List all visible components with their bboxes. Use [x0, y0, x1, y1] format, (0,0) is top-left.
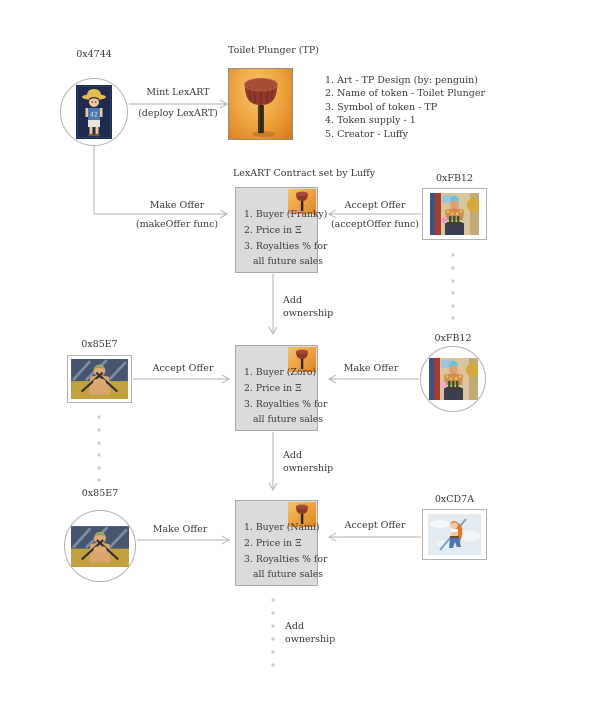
make-offer-sublabel: (makeOffer func) [135, 219, 219, 230]
mint-arrow-label: Mint LexART [146, 87, 210, 98]
dotted-connector-bottom [271, 598, 274, 666]
term-line: 1. Buyer (Nami) [244, 522, 320, 533]
mint-arrow [129, 100, 227, 108]
token-detail-item: 1. Art - TP Design (by: penguin) [325, 75, 478, 86]
luffy-avatar [60, 78, 128, 146]
contract-title: LexART Contract set by Luffy [233, 168, 376, 179]
ownership-line: ownership [283, 463, 334, 474]
dotted-connector-zoro [97, 415, 100, 481]
accept-offer-label: Accept Offer [152, 363, 214, 374]
contract-terms [244, 365, 327, 428]
zoro-address: 0x85E7 [81, 339, 118, 350]
zoro-icon [71, 526, 129, 567]
contract-box-2 [235, 345, 328, 431]
accept-offer-label: Accept Offer [344, 200, 406, 211]
add-ownership-label [285, 620, 335, 646]
term-line: all future sales [253, 569, 324, 581]
term-line: 2. Price in Ξ [244, 224, 302, 236]
accept-offer-arrow-3 [329, 533, 421, 541]
token-detail-item: 5. Creator - Luffy [325, 128, 409, 140]
ownership-line: ownership [285, 634, 336, 645]
term-line: 3. Royalties % for [244, 398, 328, 410]
franky-avatar [420, 346, 486, 412]
franky-address: 0xFB12 [434, 333, 472, 344]
zoro-icon [71, 359, 128, 399]
contract-terms [244, 207, 327, 270]
contract-terms [244, 520, 327, 583]
franky-icon [429, 357, 478, 401]
add-line: Add [283, 450, 303, 461]
plunger-icon [229, 69, 292, 139]
term-line: 2. Price in Ξ [244, 537, 302, 549]
nami-address: 0xCD7A [434, 494, 475, 505]
nami-avatar [422, 509, 487, 560]
add-ownership-arrow-1 [269, 274, 277, 334]
token-detail-item: 4. Token supply - 1 [325, 115, 416, 127]
accept-offer-arrow-2 [133, 375, 229, 383]
dotted-connector-franky [451, 253, 454, 319]
term-line: 1. Buyer (Zoro) [244, 367, 317, 378]
zoro-avatar [64, 510, 136, 582]
contract-box-1 [235, 187, 328, 273]
token-details-list [325, 74, 485, 141]
token-detail-item: 2. Name of token - Toilet Plunger [325, 88, 486, 100]
accept-offer-sublabel: (acceptOffer func) [330, 219, 420, 230]
term-line: all future sales [253, 414, 324, 426]
minter-address: 0x4744 [76, 49, 112, 60]
ownership-line: ownership [283, 308, 334, 319]
term-line: 3. Royalties % for [244, 553, 328, 565]
make-offer-label: Make Offer [149, 200, 205, 211]
token-detail-item: 3. Symbol of token - TP [325, 101, 438, 113]
franky-address: 0xFB12 [435, 173, 474, 184]
franky-icon [430, 193, 479, 235]
make-offer-label: Make Offer [152, 524, 208, 535]
term-line: 2. Price in Ξ [244, 382, 302, 394]
svg-text:42: 42 [90, 111, 98, 119]
accept-offer-label: Accept Offer [344, 520, 406, 531]
term-line: 1. Buyer (Franky) [244, 209, 328, 220]
make-offer-arrow-2 [329, 375, 419, 383]
add-ownership-label [283, 294, 333, 320]
luffy-icon [76, 85, 112, 139]
zoro-avatar [67, 355, 132, 403]
add-line: Add [283, 295, 303, 306]
add-ownership-label [283, 449, 333, 475]
nami-icon [428, 514, 481, 555]
franky-avatar [422, 188, 487, 240]
term-line: 3. Royalties % for [244, 240, 328, 252]
mint-arrow-sublabel: (deploy LexART) [138, 108, 218, 119]
term-line: all future sales [253, 256, 324, 268]
make-offer-arrow-3 [137, 536, 229, 544]
add-line: Add [285, 621, 305, 632]
token-title: Toilet Plunger (TP) [228, 45, 319, 56]
add-ownership-arrow-2 [269, 432, 277, 490]
make-offer-label: Make Offer [343, 363, 399, 374]
toilet-plunger-image [228, 68, 293, 140]
zoro-address: 0x85E7 [81, 488, 119, 499]
contract-box-3 [235, 500, 328, 586]
